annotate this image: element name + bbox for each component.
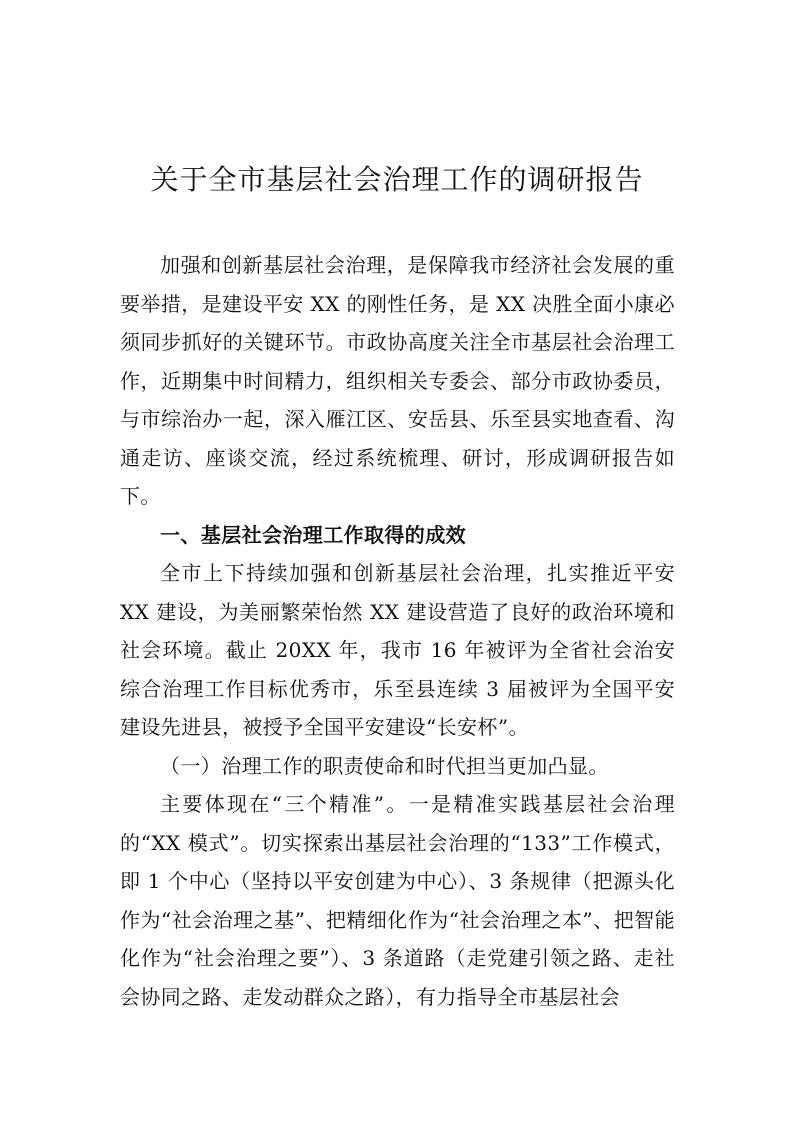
section-body-achievements: 全市上下持续加强和创新基层社会治理，扎实推近平安 XX 建设，为美丽繁荣怡然 XX 建设营造了良好的政治环境和社会环境。截止 20XX 年，我市 16 年被评为全省社会治安综合治理工作目标优秀市，乐至县连续 3 届被评为全国平安建设先进县，被授予全国平安建设“长安杯”。 [120,561,675,739]
subsection-heading-responsibility: （一）治理工作的职责使命和时代担当更加凸显。 [160,753,609,778]
subsection-body-responsibility: 主要体现在“三个精准”。一是精准实践基层社会治理的“XX 模式”。切实探索出基层社会治理的“133”工作模式，即 1 个中心（坚持以平安创建为中心）、3 条规律（把源头化作为“社会治理之基”、把精细化作为“社会治理之本”、把智能化作为“社会治理之要”）、3 条道路（走党建引领之路、走社会协同之路、走发动群众之路），有力指导全市基层社会 [120,792,675,1009]
document-body [120,246,675,1016]
intro-paragraph: 加强和创新基层社会治理，是保障我市经济社会发展的重要举措，是建设平安 XX 的刚性任务，是 XX 决胜全面小康必须同步抓好的关键环节。市政协高度关注全市基层社会治理工作，近期集中时间精力，组织相关专委会、部分市政协委员，与市综治办一起，深入雁江区、安岳县、乐至县实地查看、沟通走访、座谈交流，经过系统梳理、研讨，形成调研报告如下。 [120,253,675,508]
section-heading-achievements: 一、基层社会治理工作取得的成效 [160,522,466,547]
document-title: 关于全市基层社会治理工作的调研报告 [150,163,644,196]
